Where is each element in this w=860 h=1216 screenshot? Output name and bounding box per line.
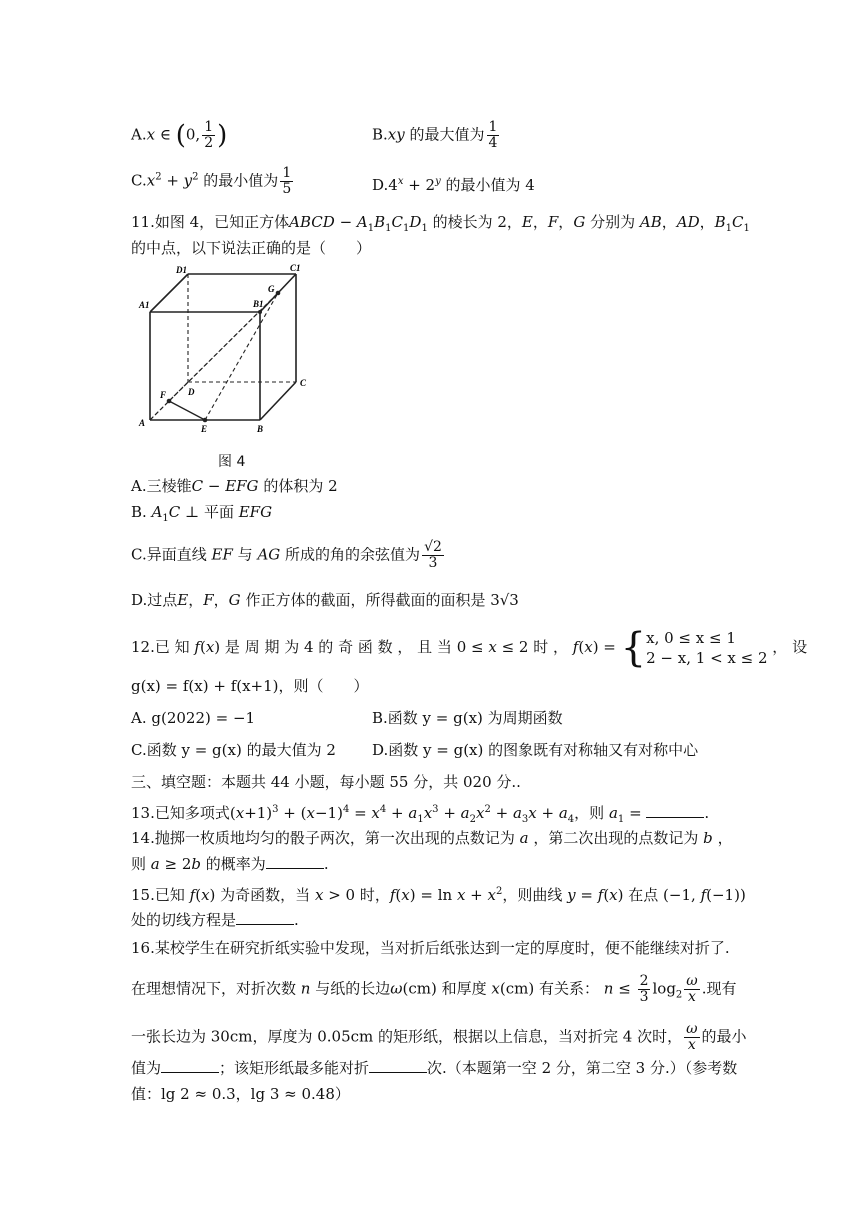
q10-option-d: $D.4^x + 2^y$ 的最小值为 4	[372, 176, 535, 194]
q16-line1: 16.某校学生在研究折纸实验中发现，当对折后纸张达到一定的厚度时，便不能继续对折了.	[131, 939, 730, 957]
q15-line2: 处的切线方程是 .	[131, 911, 299, 929]
label-a1: A1	[139, 300, 150, 310]
q11-stem-line1: 11.如图 4，已知正方体ABCD − $A_1B_1C_1D_1$ 的棱长为 2，E，F，G 分别为 AB，AD，$B_1C_1$	[131, 213, 750, 234]
q12-stem-line2: g(x) = f(x) + f(x+1)，则（ ）	[131, 677, 369, 695]
label-a: A	[139, 418, 146, 428]
label-b1: B1	[253, 299, 264, 309]
q12-option-a: A. g(2022) = −1	[131, 709, 256, 727]
figure-caption: 图 4	[218, 454, 246, 470]
q12-option-d: D.函数 y = g(x) 的图象既有对称轴又有对称中心	[372, 741, 699, 759]
q16-line5: 值：lg 2 ≈ 0.3，lg 3 ≈ 0.48）	[131, 1085, 350, 1103]
q11-option-a: A.三棱锥C − EFG 的体积为 2	[131, 477, 338, 495]
q15-line1: 15.已知 f(x) 为奇函数，当 x > 0 时，$f(x) = \ln x + x^2$，则曲线 y = f(x) 在点 (−1, f(−1))	[131, 886, 746, 904]
q12-option-b: B.函数 y = g(x) 为周期函数	[372, 709, 563, 727]
q10-option-b: B.xy 的最大值为 $\frac{1}{4}$	[372, 119, 498, 151]
q16-line2: 在理想情况下，对折次数 n 与纸的长边ω(cm) 和厚度 x(cm) 有关系： n ≤ $\frac{2}{3}$ $\log_2$ $\frac{\omega}{x}$ .现有	[131, 973, 737, 1005]
q16-line3: 一张长边为 30cm，厚度为 0.05cm 的矩形纸，根据以上信息，当对折完 4 次时， $\frac{\omega}{x}$ 的最小	[131, 1021, 747, 1053]
q10-option-a: A.x ∈ (0, $\frac{1}{2}$ )	[131, 119, 228, 151]
label-e: E	[201, 424, 208, 434]
q14-line2: 则 a ≥ 2b 的概率为 .	[131, 855, 329, 873]
label-b: B	[257, 424, 264, 434]
q11-option-c: C.异面直线 EF 与 AG 所成的角的余弦值为 $\frac{√2}{3}$	[131, 539, 442, 571]
label-d1: D1	[176, 265, 187, 275]
q12-stem-line1: 12.已 知 f(x) 是 周 期 为 4 的 奇 函 数 ， 且 当 0 ≤ x ≤ 2 时 ， f(x) = { x, 0 ≤ x ≤ 1 2 − x, 1 < x ≤ 2 ， 设	[131, 625, 808, 671]
q14-line1: 14.抛掷一枚质地均匀的骰子两次，第一次出现的点数记为 a ，第二次出现的点数记为 b ，	[131, 829, 733, 847]
label-c: C	[300, 378, 307, 388]
label-g: G	[268, 284, 275, 294]
label-d: D	[188, 387, 195, 397]
label-c1: C1	[290, 263, 301, 273]
label-f: F	[160, 390, 167, 400]
section-3-heading: 三、填空题：本题共 44 小题，每小题 55 分，共 020 分..	[131, 773, 521, 791]
q11-option-d: D.过点E，F，G 作正方体的截面，所得截面的面积是 3√3	[131, 591, 519, 609]
cube-figure	[138, 262, 318, 442]
q16-line4: 值为 ；该矩形纸最多能对折 次.（本题第一空 2 分，第二空 3 分.）（参考数	[131, 1059, 738, 1077]
q11-stem-line2: 的中点，以下说法正确的是（ ）	[131, 239, 372, 257]
q11-option-b: B. $A_1C$ ⊥ 平面 EFG	[131, 503, 273, 524]
q10-option-c: $C.x^2 + y^2$ 的最小值为 $\frac{1}{5}$	[131, 165, 292, 197]
q12-option-c: C.函数 y = g(x) 的最大值为 2	[131, 741, 336, 759]
q13: 13.已知多项式$(x+1)^3 + (x-1)^4 = x^4 + a_1x^3 + a_2x^2 + a_3x + a_4$，则 $a_1$ = .	[131, 804, 710, 825]
